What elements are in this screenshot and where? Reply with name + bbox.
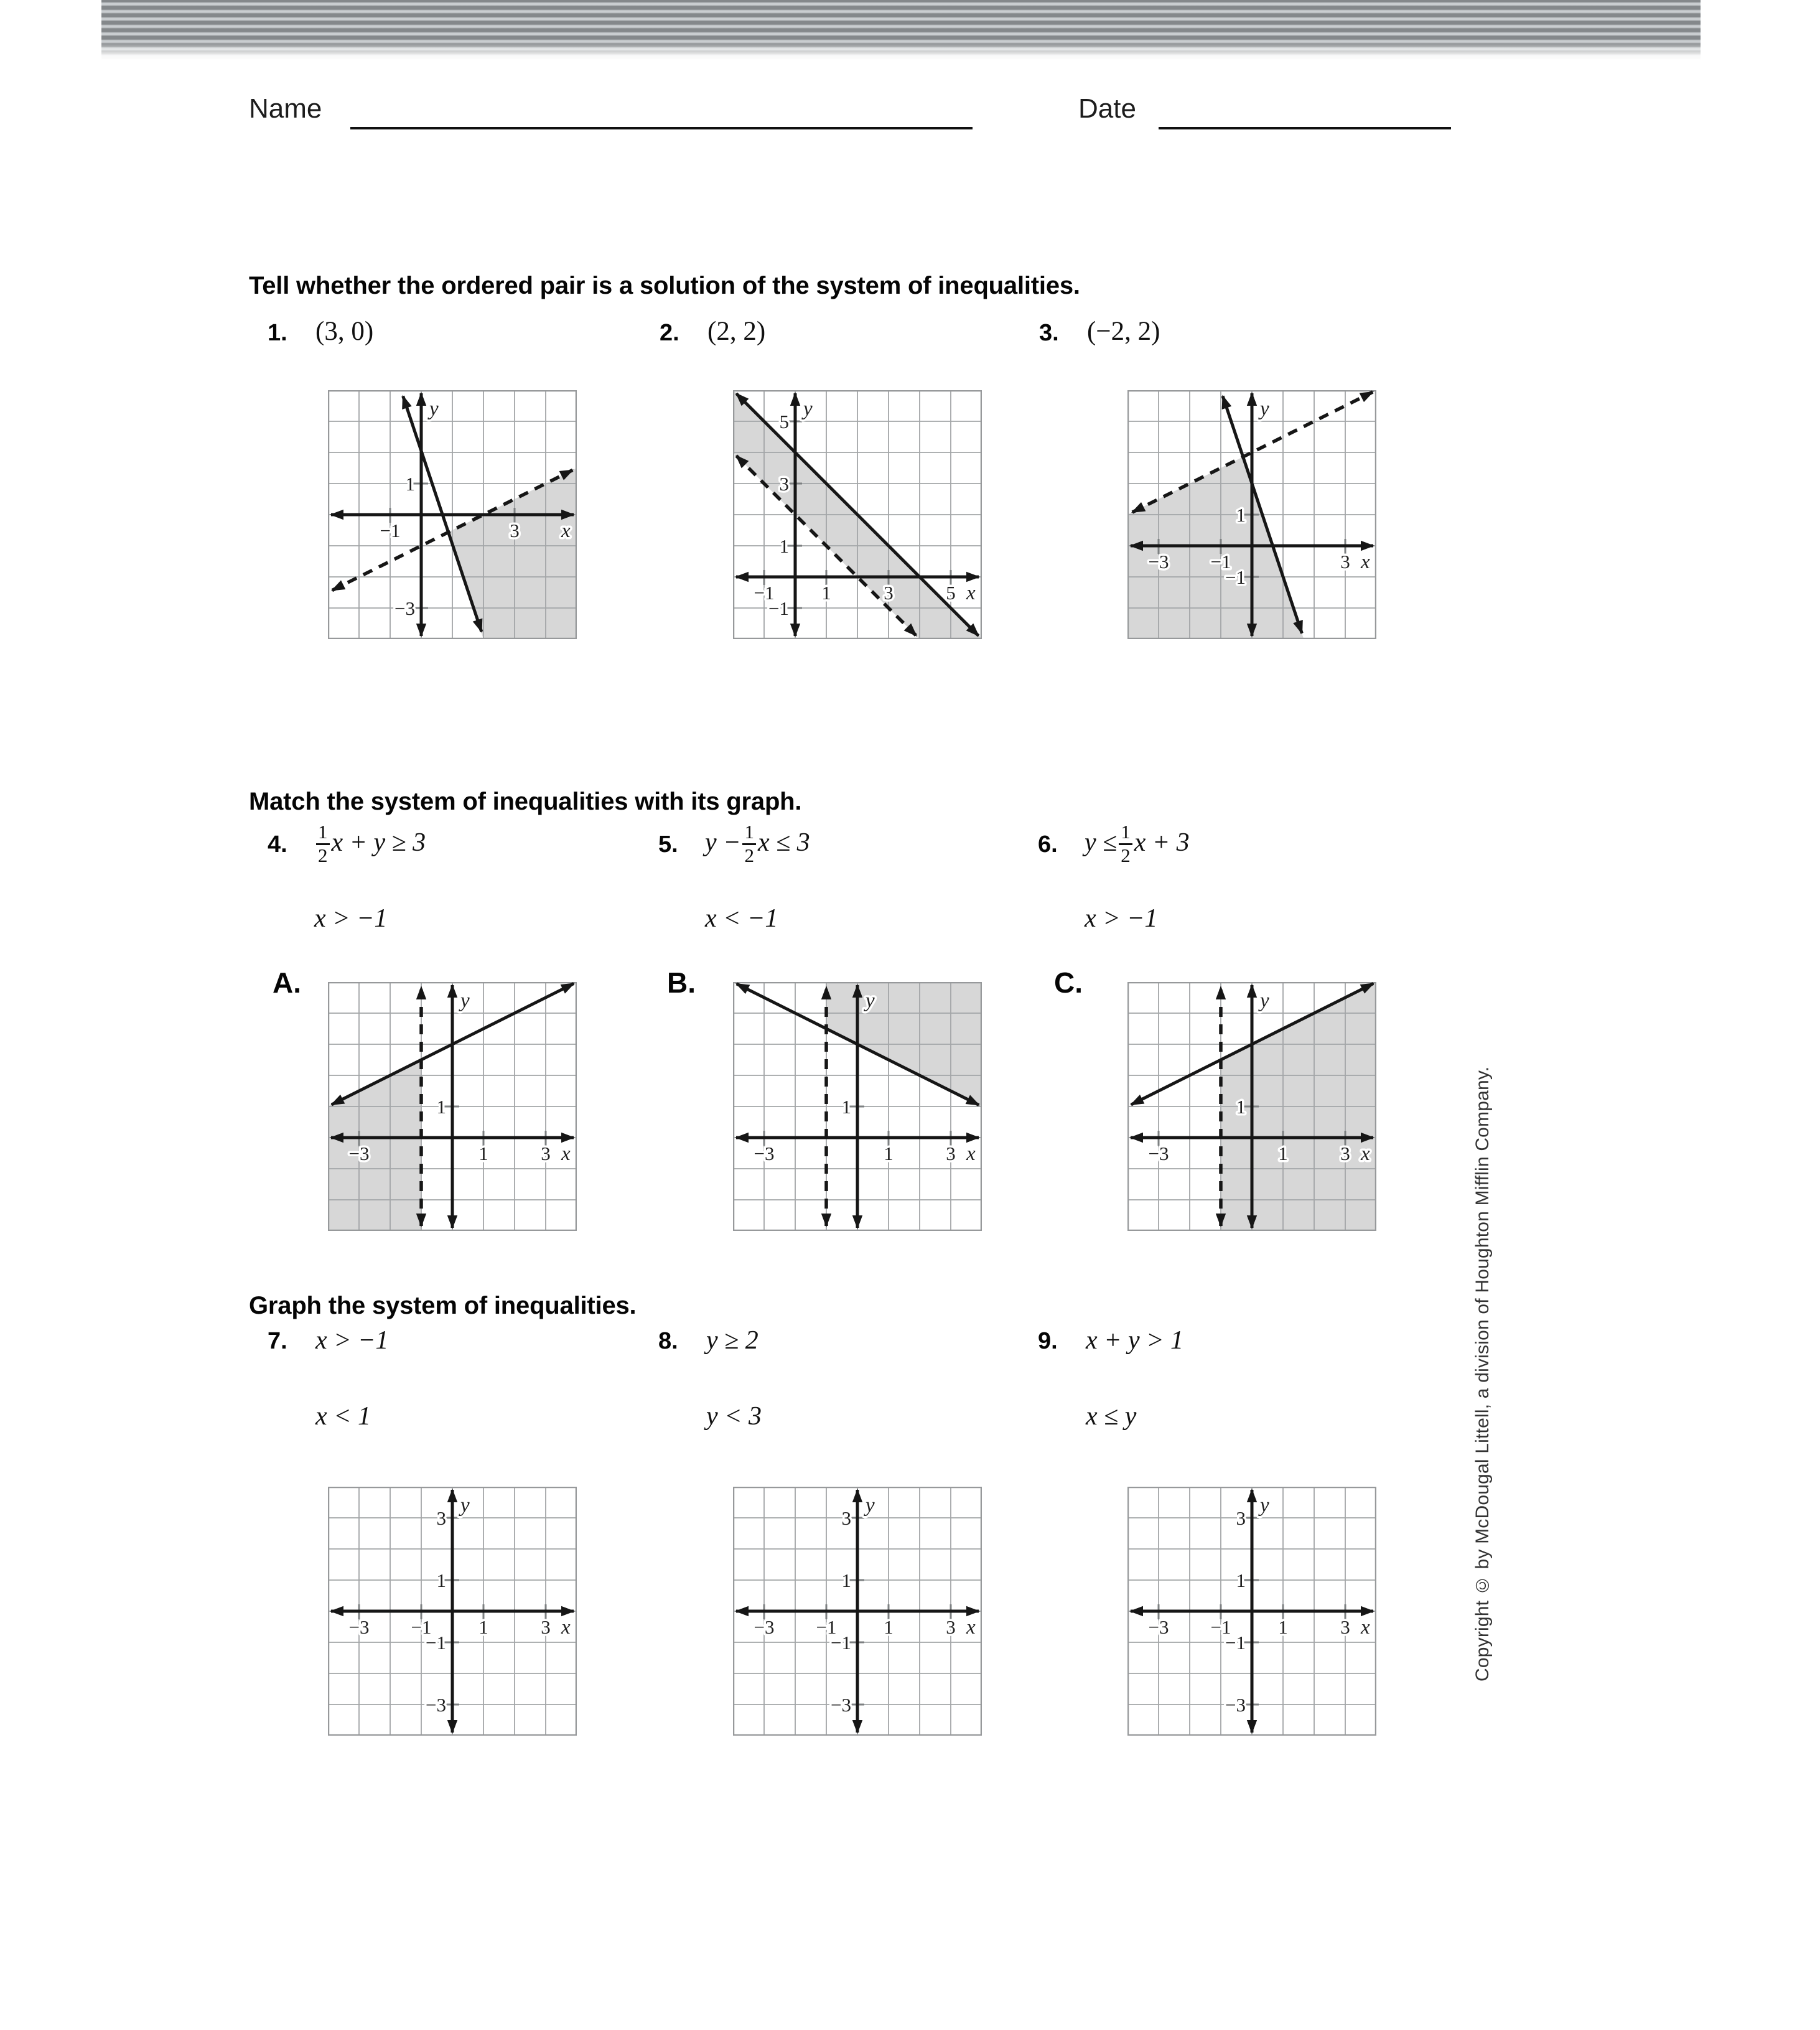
svg-text:x: x — [561, 1616, 571, 1639]
svg-text:x: x — [966, 582, 976, 604]
svg-text:y: y — [866, 989, 875, 1012]
svg-text:y: y — [460, 1494, 470, 1517]
svg-text:3: 3 — [1340, 551, 1350, 573]
svg-text:y: y — [460, 989, 470, 1012]
svg-text:3: 3 — [946, 1143, 956, 1164]
problem-5-number: 5. — [658, 831, 678, 858]
svg-text:−3: −3 — [1225, 1694, 1246, 1716]
choice-label-c: C. — [1054, 966, 1083, 999]
svg-text:−1: −1 — [426, 1632, 446, 1653]
copyright-notice: Copyright © by McDougal Littell, a division of Houghton Mifflin Company. — [1472, 1066, 1493, 1682]
answer-grid-problem-9[interactable] — [1127, 1487, 1376, 1736]
choice-label-b: B. — [667, 966, 696, 999]
svg-text:3: 3 — [510, 520, 520, 541]
graph-problem-2 — [733, 390, 982, 639]
svg-text:x: x — [1361, 1143, 1370, 1165]
problem-7-inequality-2: x < 1 — [315, 1402, 371, 1431]
date-blank-line[interactable] — [1159, 93, 1451, 129]
svg-text:−1: −1 — [768, 597, 789, 619]
section-3-heading: Graph the system of inequalities. — [249, 1292, 637, 1319]
problem-6-inequality-1: y ≤ $\frac{1}{2}$ x + 3 — [1085, 820, 1190, 866]
svg-text:−1: −1 — [380, 520, 401, 541]
svg-text:1: 1 — [478, 1143, 488, 1164]
problem-1-ordered-pair: (3, 0) — [315, 317, 374, 346]
graph-problem-3 — [1127, 390, 1376, 639]
svg-text:1: 1 — [436, 1569, 446, 1591]
section-2-heading: Match the system of inequalities with its graph. — [249, 788, 802, 815]
svg-text:−3: −3 — [754, 1616, 775, 1638]
choice-label-a: A. — [273, 966, 301, 999]
section-1-heading: Tell whether the ordered pair is a solution of the system of inequalities. — [249, 272, 1080, 299]
svg-text:1: 1 — [1278, 1616, 1288, 1638]
problem-4-inequality-1: $\frac{1}{2}$ x + y ≥ 3 — [314, 813, 426, 872]
svg-text:1: 1 — [884, 1616, 894, 1638]
date-label: Date — [1078, 93, 1136, 124]
svg-text:−1: −1 — [816, 1616, 837, 1638]
problem-7-number: 7. — [268, 1328, 287, 1354]
problem-9-number: 9. — [1038, 1328, 1058, 1354]
svg-text:−3: −3 — [1148, 1616, 1169, 1638]
svg-text:x: x — [561, 520, 571, 542]
svg-text:−3: −3 — [1148, 551, 1169, 573]
graph-choice-c — [1127, 982, 1376, 1231]
svg-text:1: 1 — [841, 1096, 851, 1118]
svg-text:−1: −1 — [754, 582, 775, 604]
problem-4-inequality-2: x > −1 — [314, 904, 388, 933]
svg-text:x: x — [1361, 1616, 1370, 1639]
problem-8-inequality-2: y < 3 — [706, 1402, 762, 1431]
svg-text:x: x — [966, 1143, 976, 1165]
problem-4-number: 4. — [268, 831, 287, 858]
svg-text:3: 3 — [436, 1507, 446, 1529]
problem-7-inequality-1: x > −1 — [315, 1326, 389, 1355]
problem-5-inequality-1: y − $\frac{1}{2}$ x ≤ 3 — [705, 820, 810, 866]
problem-1-number: 1. — [268, 320, 287, 346]
svg-text:x: x — [966, 1616, 976, 1639]
svg-text:1: 1 — [1278, 1143, 1288, 1164]
svg-text:3: 3 — [946, 1616, 956, 1638]
problem-8-number: 8. — [658, 1328, 678, 1354]
svg-text:x: x — [1361, 551, 1370, 573]
problem-2-number: 2. — [660, 320, 679, 346]
problem-5-inequality-2: x < −1 — [705, 904, 778, 933]
svg-text:3: 3 — [1340, 1616, 1350, 1638]
svg-text:−1: −1 — [1225, 566, 1246, 588]
graph-choice-b — [733, 982, 982, 1231]
svg-text:y: y — [866, 1494, 875, 1517]
svg-text:3: 3 — [884, 582, 894, 604]
problem-3-number: 3. — [1039, 320, 1059, 346]
svg-text:−1: −1 — [1225, 1632, 1246, 1653]
svg-text:3: 3 — [541, 1143, 551, 1164]
svg-text:−1: −1 — [1210, 551, 1231, 573]
problem-2-ordered-pair: (2, 2) — [707, 317, 766, 346]
svg-text:y: y — [1260, 1494, 1269, 1517]
name-blank-line[interactable] — [350, 93, 973, 129]
svg-text:y: y — [803, 398, 813, 420]
svg-text:−1: −1 — [1210, 1616, 1231, 1638]
svg-text:5: 5 — [779, 411, 789, 433]
svg-text:3: 3 — [841, 1507, 851, 1529]
svg-text:−3: −3 — [754, 1143, 775, 1164]
graph-problem-1 — [328, 390, 577, 639]
svg-text:3: 3 — [1236, 1507, 1246, 1529]
svg-text:−3: −3 — [348, 1143, 370, 1164]
svg-text:1: 1 — [841, 1569, 851, 1591]
svg-text:1: 1 — [821, 582, 831, 604]
svg-text:−3: −3 — [1148, 1143, 1169, 1164]
decorative-stripe-band — [101, 0, 1701, 60]
problem-3-ordered-pair: (−2, 2) — [1087, 317, 1160, 346]
svg-text:y: y — [1260, 989, 1269, 1012]
problem-6-number: 6. — [1038, 831, 1058, 858]
svg-text:−3: −3 — [394, 597, 415, 619]
svg-text:1: 1 — [1236, 1569, 1246, 1591]
svg-text:−1: −1 — [831, 1632, 851, 1653]
answer-grid-problem-7[interactable] — [328, 1487, 577, 1736]
problem-6-inequality-2: x > −1 — [1085, 904, 1158, 933]
svg-text:y: y — [1260, 398, 1269, 420]
svg-text:1: 1 — [779, 535, 789, 557]
svg-text:−3: −3 — [831, 1694, 851, 1716]
svg-text:x: x — [561, 1143, 571, 1165]
problem-9-inequality-2: x ≤ y — [1086, 1402, 1137, 1431]
svg-text:3: 3 — [1340, 1143, 1350, 1164]
answer-grid-problem-8[interactable] — [733, 1487, 982, 1736]
svg-text:−1: −1 — [411, 1616, 432, 1638]
svg-text:1: 1 — [436, 1096, 446, 1118]
svg-text:3: 3 — [779, 473, 789, 495]
svg-text:1: 1 — [1236, 1096, 1246, 1118]
problem-8-inequality-1: y ≥ 2 — [706, 1326, 758, 1355]
problem-9-inequality-1: x + y > 1 — [1086, 1326, 1183, 1355]
name-label: Name — [249, 93, 322, 124]
svg-text:1: 1 — [478, 1616, 488, 1638]
svg-text:−3: −3 — [426, 1694, 446, 1716]
svg-text:−3: −3 — [348, 1616, 370, 1638]
svg-text:1: 1 — [884, 1143, 894, 1164]
svg-text:3: 3 — [541, 1616, 551, 1638]
graph-choice-a — [328, 982, 577, 1231]
svg-text:1: 1 — [405, 473, 415, 495]
svg-text:y: y — [429, 398, 439, 420]
svg-text:1: 1 — [1236, 504, 1246, 526]
svg-text:5: 5 — [946, 582, 956, 604]
